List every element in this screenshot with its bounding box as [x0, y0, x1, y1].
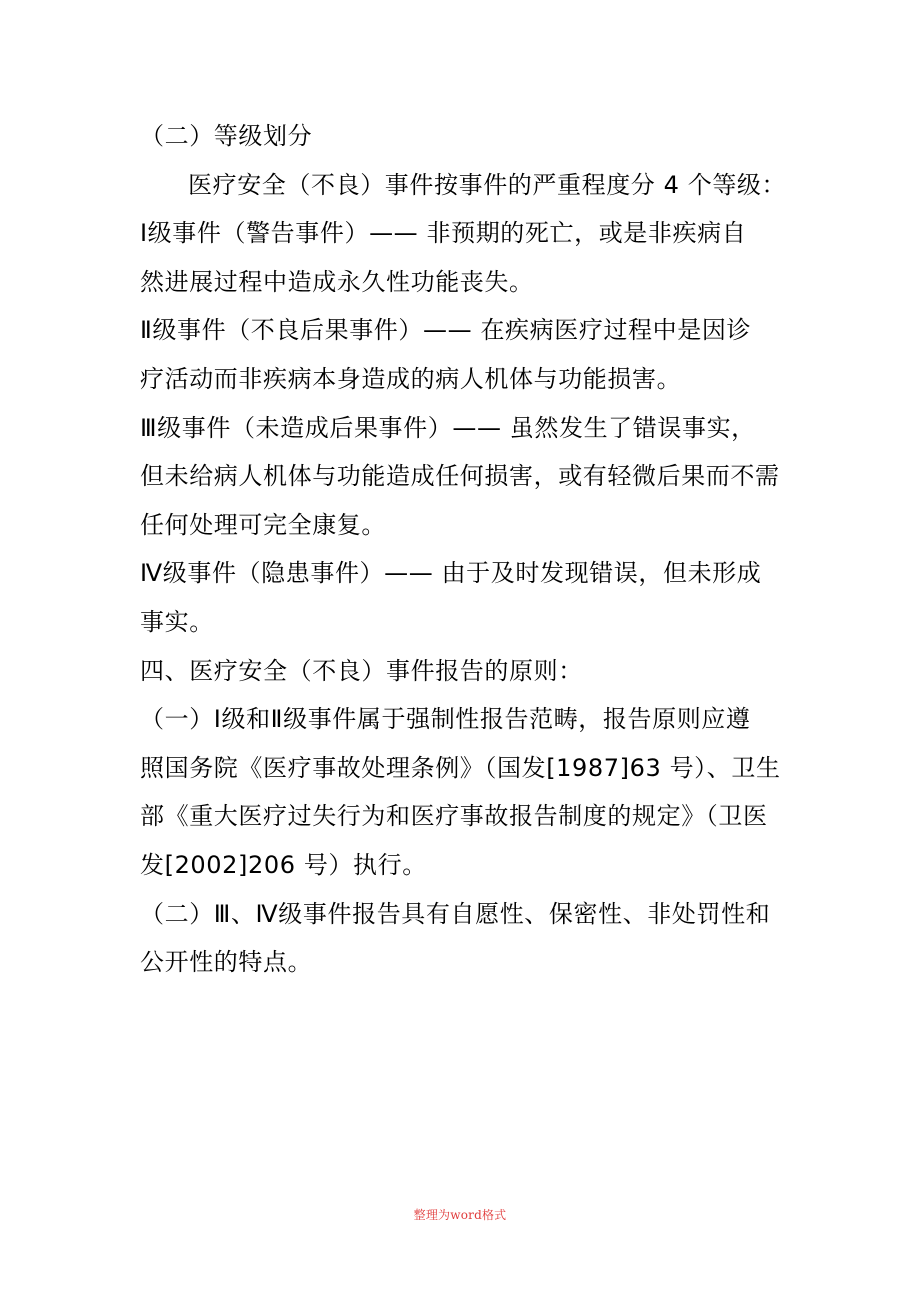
- paragraph-level-2: [140, 306, 800, 403]
- text-line: 部《重大医疗过失行为和医疗事故报告制度的规定》（卫医: [140, 802, 768, 831]
- text-line: 四、医疗安全（不良）事件报告的原则：: [140, 656, 583, 685]
- paragraph-intro: [140, 161, 800, 210]
- text-line: （二）Ⅲ、Ⅳ级事件报告具有自愿性、保密性、非处罚性和: [140, 899, 771, 928]
- paragraph-level-4: [140, 549, 800, 646]
- document-body: [140, 112, 800, 987]
- text-line: 医疗安全（不良）事件按事件的严重程度分 4 个等级：: [188, 170, 787, 199]
- text-line: 照国务院《医疗事故处理条例》（国发[1987]63 号）、卫生: [140, 753, 781, 782]
- text-line: Ⅳ级事件（隐患事件）—— 由于及时发现错误，但未形成: [140, 559, 762, 588]
- footer-watermark: 整理为word格式: [413, 1208, 507, 1222]
- paragraph-level-1: [140, 209, 800, 306]
- text-line: 公开性的特点。: [140, 948, 313, 977]
- paragraph-section-four: [140, 647, 800, 696]
- paragraph-section-heading: [140, 112, 800, 161]
- paragraph-principle-2: [140, 890, 800, 987]
- paragraph-level-3: [140, 404, 800, 550]
- text-line: Ⅰ级事件（警告事件）—— 非预期的死亡，或是非疾病自: [140, 219, 747, 248]
- text-line: （一）Ⅰ级和Ⅱ级事件属于强制性报告范畴，报告原则应遵: [140, 705, 751, 734]
- text-line: Ⅲ级事件（未造成后果事件）—— 虽然发生了错误事实，: [140, 413, 756, 442]
- text-line: 任何处理可完全康复。: [140, 510, 386, 539]
- text-line: 发[2002]206 号）执行。: [140, 850, 427, 879]
- paragraph-principle-1: [140, 695, 800, 889]
- text-line: 然进展过程中造成永久性功能丧失。: [140, 267, 534, 296]
- text-line: 疗活动而非疾病本身造成的病人机体与功能损害。: [140, 364, 682, 393]
- text-line: （二）等级划分: [140, 122, 313, 150]
- text-line: 事实。: [140, 607, 214, 636]
- text-line: 但未给病人机体与功能造成任何损害，或有轻微后果而不需: [140, 462, 780, 491]
- text-line: Ⅱ级事件（不良后果事件）—— 在疾病医疗过程中是因诊: [140, 316, 752, 345]
